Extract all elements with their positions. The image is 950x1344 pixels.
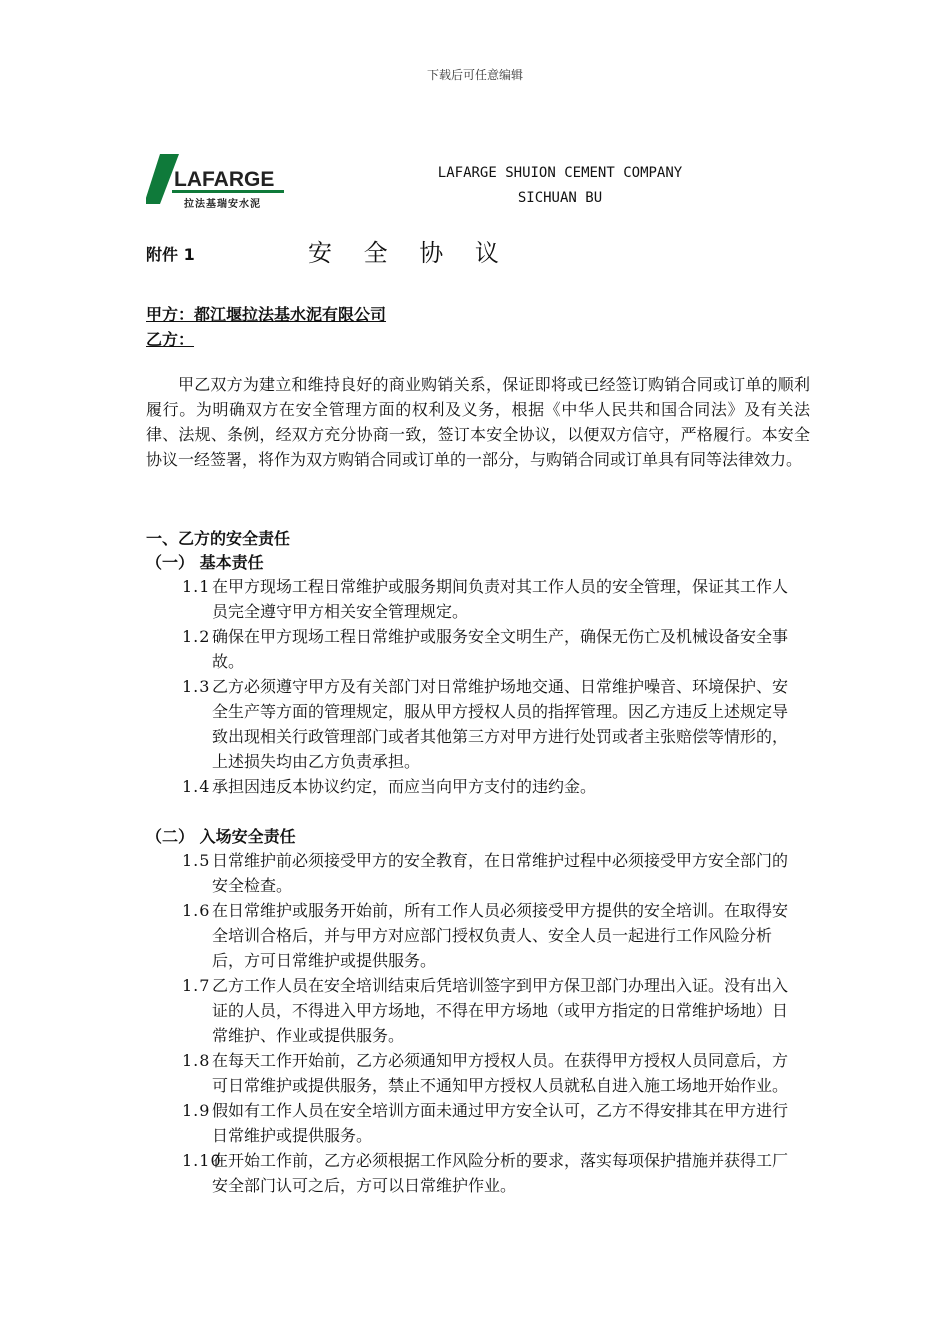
logo-subtitle: 拉法基瑞安水泥 <box>184 199 261 210</box>
clause-text: 乙方工作人员在安全培训结束后凭培训签字到甲方保卫部门办理出入证。没有出入证的人员，不得进入甲方场地，不得在甲方场地（或甲方指定的日常维护场地）日常维护、作业或提供服务。 <box>212 976 789 1045</box>
party-a: 甲方：都江堰拉法基水泥有限公司 <box>146 305 387 324</box>
clause-item <box>146 774 810 799</box>
clause-item <box>146 1098 810 1148</box>
company-name: LAFARGE SHUION CEMENT COMPANY <box>437 165 683 181</box>
clause-item <box>146 973 810 1048</box>
lafarge-logo <box>146 150 286 212</box>
clause-text: 乙方必须遵守甲方及有关部门对日常维护场地交通、日常维护噪音、环境保护、安全生产等方面的管理规定，服从甲方授权人员的指挥管理。因乙方违反上述规定导致出现相关行政管理部门或者其他第三方对甲方进行处罚或者主张赔偿等情形的，上述损失均由乙方负责承担。 <box>212 677 789 771</box>
clause-number: 1.3 <box>182 677 211 696</box>
clause-text: 在开始工作前，乙方必须根据工作风险分析的要求，落实每项保护措施并获得工厂安全部门认可之后，方可以日常维护作业。 <box>212 1151 789 1195</box>
clause-number: 1.9 <box>182 1101 211 1120</box>
clause-text: 在每天工作开始前，乙方必须通知甲方授权人员。在获得甲方授权人员同意后，方可日常维护或提供服务，禁止不通知甲方授权人员就私自进入施工场地开始作业。 <box>212 1051 789 1095</box>
section-title: 一、乙方的安全责任 <box>146 529 291 548</box>
clause-item <box>146 848 810 898</box>
party-b <box>146 327 222 350</box>
clause-text: 在甲方现场工程日常维护或服务期间负责对其工作人员的安全管理，保证其工作人员完全遵守甲方相关安全管理规定。 <box>212 577 789 621</box>
company-branch: SICHUAN BU <box>517 190 603 206</box>
clause-item <box>146 674 810 774</box>
subsection-title-basic: （一） 基本责任 <box>146 553 264 572</box>
clause-item <box>146 624 810 674</box>
subsection-title-entry: （二） 入场安全责任 <box>146 827 296 846</box>
clause-item <box>146 1048 810 1098</box>
clause-number: 1.10 <box>182 1151 222 1170</box>
clause-list-basic <box>146 574 810 799</box>
clause-list-entry <box>146 848 810 1198</box>
clause-number: 1.1 <box>182 577 211 596</box>
clause-text: 日常维护前必须接受甲方的安全教育，在日常维护过程中必须接受甲方安全部门的安全检查。 <box>212 851 789 895</box>
clause-number: 1.8 <box>182 1051 211 1070</box>
intro-paragraph: 甲乙双方为建立和维持良好的商业购销关系，保证即将或已经签订购销合同或订单的顺利履行。为明确双方在安全管理方面的权利及义务，根据《中华人民共和国合同法》及有关法律、法规、条例，经双方充分协商一致，签订本安全协议，以便双方信守，严格履行。本安全协议一经签署，将作为双方购销合同或订单的一部分，与购销合同或订单具有同等法律效力。 <box>146 375 810 469</box>
clause-item <box>146 574 810 624</box>
header-note: 下载后可任意编辑 <box>426 68 523 82</box>
clause-number: 1.4 <box>182 777 211 796</box>
clause-text: 假如有工作人员在安全培训方面未通过甲方安全认可，乙方不得安排其在甲方进行日常维护或提供服务。 <box>212 1101 789 1145</box>
clause-text: 在日常维护或服务开始前，所有工作人员必须接受甲方提供的安全培训。在取得安全培训合格后，并与甲方对应部门授权负责人、安全人员一起进行工作风险分析后，方可日常维护或提供服务。 <box>212 901 789 970</box>
clause-item <box>146 1148 810 1198</box>
clause-number: 1.2 <box>182 627 211 646</box>
clause-number: 1.5 <box>182 851 211 870</box>
clause-text: 承担因违反本协议约定，而应当向甲方支付的违约金。 <box>212 777 597 796</box>
clause-text: 确保在甲方现场工程日常维护或服务安全文明生产，确保无伤亡及机械设备安全事故。 <box>212 627 789 671</box>
party-b-label: 乙方： <box>146 330 195 349</box>
clause-number: 1.7 <box>182 976 211 995</box>
document-title: 安 全 协 议 <box>308 239 511 267</box>
clause-item <box>146 898 810 973</box>
logo-wordmark: LAFARGE <box>174 168 275 191</box>
clause-number: 1.6 <box>182 901 211 920</box>
attachment-label: 附件 1 <box>146 245 195 264</box>
